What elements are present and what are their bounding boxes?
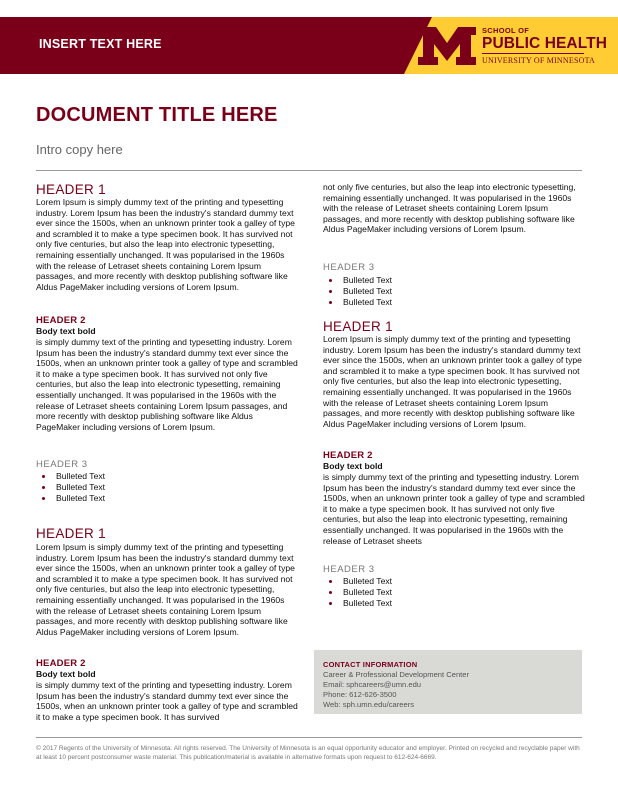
- list-item-text: Bulleted Text: [56, 482, 106, 492]
- top-divider: [36, 170, 582, 171]
- body-paragraph: Lorem Ipsum is simply dummy text of the printing and typesetting industry. Lorem Ipsum has been the industry's standard dummy text ever since the 1500s, when an unknown printer took a galley of type and scrambled it to make a type specimen book. It has survived not only five centuries, but also the leap into electronic typesetting, remaining essentially unchanged. It was popularised in the 1960s with the release of Letraset sheets containing Lorem Ipsum passages, and more recently with desktop publishing software like Aldus PageMaker including versions of Lorem Ipsum.: [36, 542, 295, 637]
- header-3: HEADER 3: [36, 459, 88, 470]
- contact-department: Career & Professional Development Center: [323, 670, 470, 679]
- header-2: HEADER 2: [36, 315, 86, 326]
- contact-phone: Phone: 612-626-3500: [323, 690, 397, 699]
- bullet-list: [36, 471, 304, 504]
- header-3: HEADER 3: [323, 564, 375, 575]
- footer-divider: [36, 737, 582, 738]
- body-paragraph: is simply dummy text of the printing and typesetting industry. Lorem Ipsum has been the industry's standard dummy text ever since the 1500s, when an unknown printer took a galley of type and scrambled it to make a type specimen book. It has survived not only five centuries, but also the leap into electronic typesetting, remaining essentially unchanged. It was popularised in the 1960s with the release of Letraset sheets: [323, 472, 585, 546]
- list-item-text: Bulleted Text: [343, 598, 393, 608]
- bullet-icon: [329, 580, 332, 583]
- bullet-icon: [329, 591, 332, 594]
- contact-title: CONTACT INFORMATION: [323, 660, 418, 669]
- intro-copy: Intro copy here: [36, 142, 123, 157]
- list-item-text: Bulleted Text: [56, 493, 106, 503]
- body-text-bold: Body text bold: [36, 326, 96, 336]
- body-paragraph: is simply dummy text of the printing and typesetting industry. Lorem Ipsum has been the industry's standard dummy text ever since the 1500s, when an unknown printer took a galley of type and scrambled it to make a type specimen book. It has survived: [36, 680, 298, 722]
- list-item: [329, 576, 591, 587]
- list-item: [42, 482, 304, 493]
- header-1: HEADER 1: [323, 319, 393, 334]
- bullet-icon: [42, 486, 45, 489]
- body-paragraph: Lorem Ipsum is simply dummy text of the printing and typesetting industry. Lorem Ipsum has been the industry's standard dummy text ever since the 1500s, when an unknown printer took a galley of type and scrambled it to make a type specimen book. It has survived not only five centuries, but also the leap into electronic typesetting, remaining essentially unchanged. It was popularised in the 1960s with the release of Letraset sheets containing Lorem Ipsum passages, and more recently with desktop publishing software like Aldus PageMaker including versions of Lorem Ipsum.: [323, 334, 582, 429]
- list-item-text: Bulleted Text: [343, 275, 393, 285]
- list-item-text: Bulleted Text: [343, 286, 393, 296]
- contact-email[interactable]: Email: sphcareers@umn.edu: [323, 680, 422, 689]
- bullet-icon: [329, 279, 332, 282]
- body-paragraph: Lorem Ipsum is simply dummy text of the printing and typesetting industry. Lorem Ipsum has been the industry's standard dummy text ever since the 1500s, when an unknown printer took a galley of type and scrambled it to make a type specimen book. It has survived not only five centuries, but also the leap into electronic typesetting, remaining essentially unchanged. It was popularised in the 1960s with the release of Letraset sheets containing Lorem Ipsum passages, and more recently with desktop publishing software like Aldus PageMaker including versions of Lorem Ipsum.: [36, 197, 295, 292]
- bullet-list: [323, 275, 591, 308]
- list-item: [329, 286, 591, 297]
- header-banner: [0, 17, 618, 74]
- header-1: HEADER 1: [36, 182, 106, 197]
- list-item: [42, 471, 304, 482]
- list-item: [329, 275, 591, 286]
- logo-university: UNIVERSITY OF MINNESOTA: [482, 56, 595, 65]
- footer-legal-text: © 2017 Regents of the University of Minnesota. All rights reserved. The University of Minnesota is an equal opportunity educator and employer. Printed on recycled and recyclable paper with at least 10 percent postconsumer waste material. This publication/material is available in alternative formats upon request to 612-624-6669.: [36, 745, 580, 761]
- banner-text: INSERT TEXT HERE: [39, 37, 162, 51]
- logo-school-of: SCHOOL OF: [482, 26, 530, 35]
- header-2: HEADER 2: [323, 450, 373, 461]
- bullet-icon: [329, 301, 332, 304]
- list-item: [329, 598, 591, 609]
- bullet-icon: [329, 290, 332, 293]
- body-paragraph-continued: not only five centuries, but also the leap into electronic typesetting, remaining essentially unchanged. It was popularised in the 1960s with the release of Letraset sheets containing Lorem Ipsum passages, and more recently with desktop publishing software like Aldus PageMaker including versions of Lorem Ipsum.: [323, 182, 576, 235]
- list-item-text: Bulleted Text: [56, 471, 106, 481]
- logo-public-health: PUBLIC HEALTH: [482, 35, 608, 52]
- bullet-icon: [42, 475, 45, 478]
- list-item-text: Bulleted Text: [343, 576, 393, 586]
- list-item: [42, 493, 304, 504]
- contact-box: [314, 650, 582, 714]
- document-title: DOCUMENT TITLE HERE: [36, 104, 278, 126]
- list-item: [329, 297, 591, 308]
- bullet-icon: [329, 602, 332, 605]
- header-2: HEADER 2: [36, 658, 86, 669]
- body-paragraph: is simply dummy text of the printing and typesetting industry. Lorem Ipsum has been the industry's standard dummy text ever since the 1500s, when an unknown printer took a galley of type and scrambled it to make a type specimen book. It has survived not only five centuries, but also the leap into electronic typesetting, remaining essentially unchanged. It was popularised in the 1960s with the release of Letraset sheets containing Lorem Ipsum passages, and more recently with desktop publishing software like Aldus PageMaker including versions of Lorem Ipsum.: [36, 337, 298, 432]
- bullet-icon: [42, 497, 45, 500]
- block-m-icon: [418, 27, 476, 65]
- header-3: HEADER 3: [323, 262, 375, 273]
- bullet-list: [323, 576, 591, 609]
- logo-divider: [482, 53, 584, 54]
- body-text-bold: Body text bold: [36, 669, 96, 679]
- header-1: HEADER 1: [36, 526, 106, 541]
- list-item-text: Bulleted Text: [343, 587, 393, 597]
- body-text-bold: Body text bold: [323, 461, 383, 471]
- list-item-text: Bulleted Text: [343, 297, 393, 307]
- contact-web[interactable]: Web: sph.umn.edu/careers: [323, 700, 415, 709]
- list-item: [329, 587, 591, 598]
